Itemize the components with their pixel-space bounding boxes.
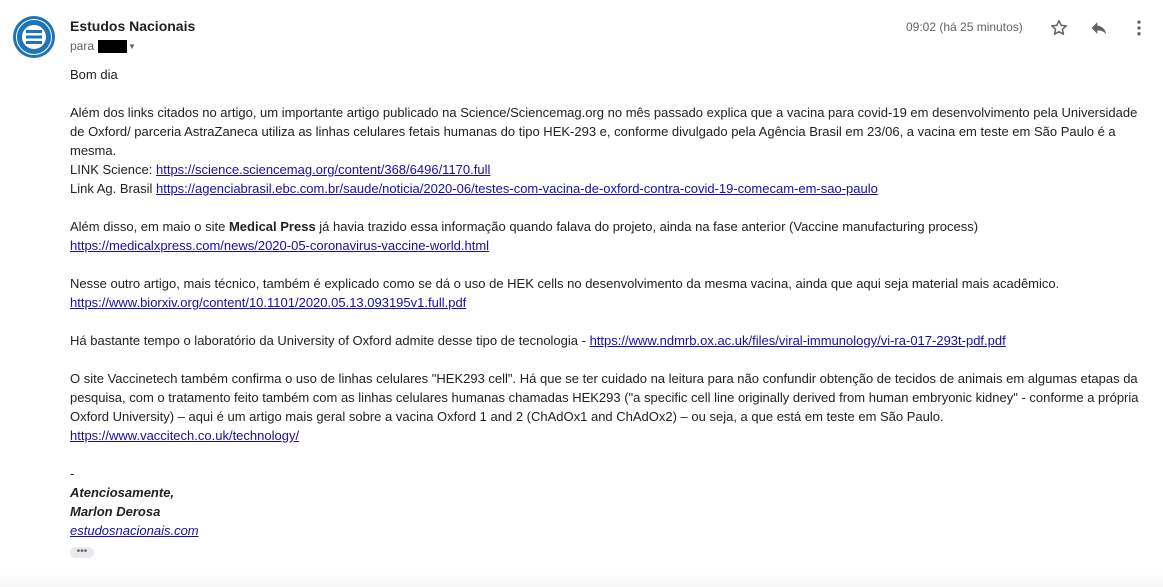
paragraph-3: Nesse outro artigo, mais técnico, também é explicado como se dá o uso de HEK cells no desenvolvimento da mesma vacina, ainda que aqui seja material mais acadêmico. [70, 276, 1060, 291]
star-button[interactable] [1045, 14, 1073, 42]
redacted-recipient [98, 40, 127, 53]
email-body [70, 65, 1142, 559]
timestamp: 09:02 (há 25 minutos) [906, 20, 1023, 34]
signature-closing: Atenciosamente, [70, 485, 175, 500]
estudos-nacionais-logo-icon [26, 30, 42, 44]
paragraph-2-before: Além disso, em maio o site [70, 219, 229, 234]
sender-avatar[interactable] [13, 16, 55, 58]
star-icon [1049, 18, 1069, 38]
paragraph-4 [70, 331, 1142, 350]
recipient-details-caret-icon[interactable]: ▼ [128, 41, 136, 51]
paragraph-2-after: já havia trazido essa informação quando falava do projeto, ainda na fase anterior (Vaccine manufacturing process) [315, 219, 979, 234]
signature-site-link[interactable]: estudosnacionais.com [70, 523, 199, 538]
paragraph-1: Além dos links citados no artigo, um importante artigo publicado na Science/Sciencemag.org no mês passado explica que a vacina para covid-19 em desenvolvimento pela Universidade de Oxford/ parceria AstraZaneca utiliza as linhas celulares fetais humanas do tipo HEK-293 e, conforme divulgado pela Agência Brasil em 23/06, a vacina em teste em São Paulo é a mesma. [70, 105, 1138, 158]
vaccitech-link[interactable]: https://www.vaccitech.co.uk/technology/ [70, 428, 300, 443]
show-trimmed-content-button[interactable]: ••• [70, 547, 94, 558]
paragraph-2 [70, 217, 1142, 236]
biorxiv-link[interactable]: https://www.biorxiv.org/content/10.1101/2020.05.13.093195v1.full.pdf [70, 295, 467, 310]
link-science-url[interactable]: https://science.sciencemag.org/content/368/6496/1170.full [156, 162, 491, 177]
link-science-line [70, 160, 1142, 179]
to-label: para [70, 39, 95, 53]
signature-name: Marlon Derosa [70, 504, 161, 519]
medicalxpress-link[interactable]: https://medicalxpress.com/news/2020-05-coronavirus-vaccine-world.html [70, 238, 490, 253]
more-vert-icon [1129, 18, 1149, 38]
reply-button[interactable] [1085, 14, 1113, 42]
medical-press-bold: Medical Press [228, 219, 316, 234]
link-agbrasil-label: Link Ag. Brasil [70, 181, 153, 196]
signature-dash: - [70, 466, 75, 481]
greeting: Bom dia [70, 67, 118, 82]
paragraph-4-text: Há bastante tempo o laboratório da University of Oxford admite desse tipo de tecnologia - [70, 333, 590, 348]
more-options-button[interactable] [1125, 14, 1153, 42]
ndmrb-link[interactable]: https://www.ndmrb.ox.ac.uk/files/viral-immunology/vi-ra-017-293t-pdf.pdf [589, 333, 1006, 348]
recipient-line[interactable] [70, 39, 136, 53]
link-agbrasil-url[interactable]: https://agenciabrasil.ebc.com.br/saude/noticia/2020-06/testes-com-vacina-de-oxford-contra-covid-19-comecam-em-sao-paulo [156, 181, 878, 196]
link-science-label: LINK Science: [70, 162, 153, 177]
paragraph-5: O site Vaccinetech também confirma o uso de linhas celulares "HEK293 cell". Há que se ter cuidado na leitura para não confundir obtenção de tecidos de animais em algumas etapas da pesquisa, com o tratamento feito também com as linhas celulares humanas chamadas HEK293 ("a specific cell line originally derived from human embryonic kidney" - conforme a própria Oxford University) – aqui é um artigo mais geral sobre a vacina Oxford 1 and 2 (ChAdOx1 and ChAdOx2) – ou seja, a que está em teste em São Paulo. [70, 371, 1139, 424]
bottom-shadow [0, 573, 1163, 587]
link-agbrasil-line [70, 179, 1142, 198]
sender-name[interactable]: Estudos Nacionais [70, 18, 196, 34]
reply-icon [1089, 18, 1109, 38]
